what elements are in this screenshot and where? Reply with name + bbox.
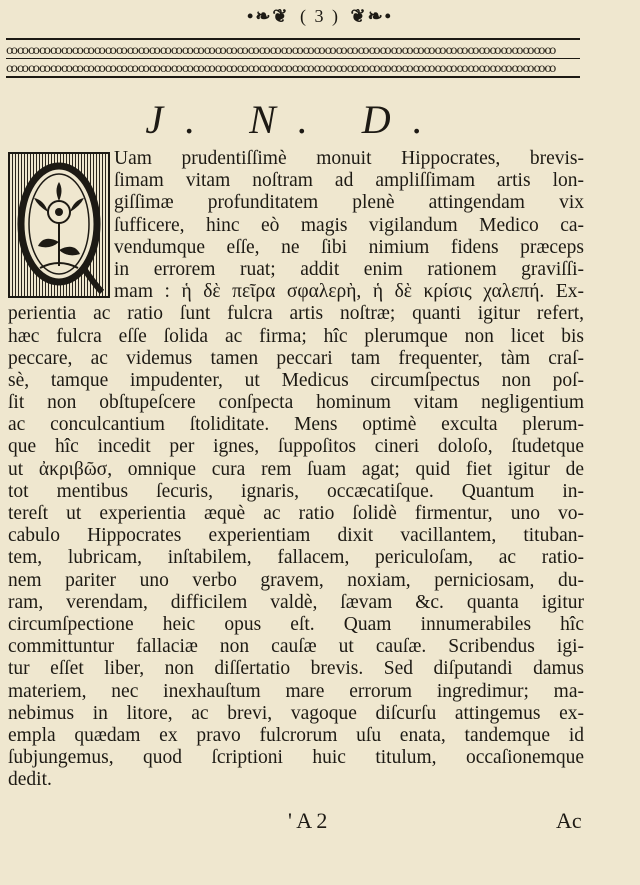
text-line: dedit. [8,769,52,791]
text-line: tem, lubricam, inſtabilem, fallacem, periculoſam, ac ratio- [8,547,584,569]
text-line: tot mentibus ſecuris, ignaris, occæcatiſque. Quantum in- [8,480,584,502]
text-line: nem pariter uno verbo gravem, noxiam, perniciosam, du- [8,569,584,591]
ornament-band-bottom: ꝏꝏꝏꝏꝏꝏꝏꝏꝏꝏꝏꝏꝏꝏꝏꝏꝏꝏꝏꝏꝏꝏꝏꝏꝏꝏꝏꝏꝏꝏꝏꝏꝏꝏꝏꝏꝏꝏꝏꝏꝏꝏꝏꝏꝏꝏꝏꝏꝏꝏ [6,62,556,74]
text-line: cabulo Hippocrates experientiam dixit vacillantem, tituban- [8,525,584,547]
text-line: que hîc incedit per ignes, ſuppoſitos cineri doloſo, ſtudetque [8,436,584,458]
text-line: sè, tamque impudenter, ut Medicus circumſpectus non poſ- [8,369,584,391]
text-line: circumſpectione heic opus eſt. Quam innumerabiles hîc [8,613,584,635]
text-line: tur eſſet liber, non diſſertatio brevis. Sed diſputandi damus [8,658,584,680]
text-line: Uam prudentiſſimè monuit Hippocrates, brevis- [114,148,584,169]
page-number: ( 3 ) [300,6,340,26]
text-line: ſufficere, hinc eò magis vigilandum Medico ca- [114,214,584,236]
body-text [8,148,584,791]
header-ornament-right: ❦❧• [350,6,393,26]
text-line: ſimam vitam noſtram ad ampliſſimam artis lon- [114,170,584,192]
page-header [0,6,640,27]
text-line: committuntur fallaciæ non cauſæ ut cauſæ. Scribendus igi- [8,636,584,658]
text-line: ut ἀκριβῶσ, omnique cura rem ſuam agat; quid fiet igitur de [8,458,584,480]
bottom-rule [6,76,580,78]
header-ornament-left: •❧❦ [247,6,290,26]
text-line: giſſimæ profunditatem plenè attingendam vix [114,192,584,214]
text-line: in errorem ruat; addit enim rationem graviſſi- [114,258,584,280]
text-line: mam : ἡ δὲ πεῖρα σφαλερὴ, ἡ δὲ κρίσις χαλεπή. Ex- [114,281,584,303]
top-rule [6,38,580,40]
text-line: materiem, nec inexhauſtum mare errorum ingredimur; ma- [8,680,584,702]
text-line: ac conculcantium ſtoliditate. Mens optimè exculta plerum- [8,414,584,436]
text-line: ſubjungemus, quod ſcriptioni huic titulum, occaſionemque [8,747,584,769]
text-line: ſit non obſtupeſcere conſpecta hominum vitam negligentium [8,392,584,414]
middle-rule [6,58,580,59]
page-heading: J. N. D. [145,97,445,142]
ornament-band-top: ꝏꝏꝏꝏꝏꝏꝏꝏꝏꝏꝏꝏꝏꝏꝏꝏꝏꝏꝏꝏꝏꝏꝏꝏꝏꝏꝏꝏꝏꝏꝏꝏꝏꝏꝏꝏꝏꝏꝏꝏꝏꝏꝏꝏꝏꝏꝏꝏꝏꝏ [6,44,556,56]
text-line: empla quædam ex pravo fulcrorum uſu enata, tandemque id [8,724,584,746]
text-line: nebimus in litore, ac brevi, vagoque diſcurſu attingemus ex- [8,702,584,724]
signature-mark: ' A 2 [288,808,328,833]
text-line: hæc fulcra eſſe ſolida ac firma; hîc plerumque non licet bis [8,325,584,347]
text-line: perientia ac ratio ſunt fulcra artis noſtræ; quanti igitur refert, [8,303,584,325]
text-line: ram, verendam, difficilem valdè, ſævam &c. quanta igitur [8,591,584,613]
text-line: tereſt ut experientia æquè ac ratio ſolidè firmentur, uno vo- [8,503,584,524]
text-line: vendumque eſſe, ne ſibi nimium fidens præceps [114,236,584,258]
text-line: peccare, ac videmus tamen peccari tam frequenter, tàm craſ- [8,347,584,369]
page-footer [0,808,640,838]
catchword: Ac [556,808,582,833]
